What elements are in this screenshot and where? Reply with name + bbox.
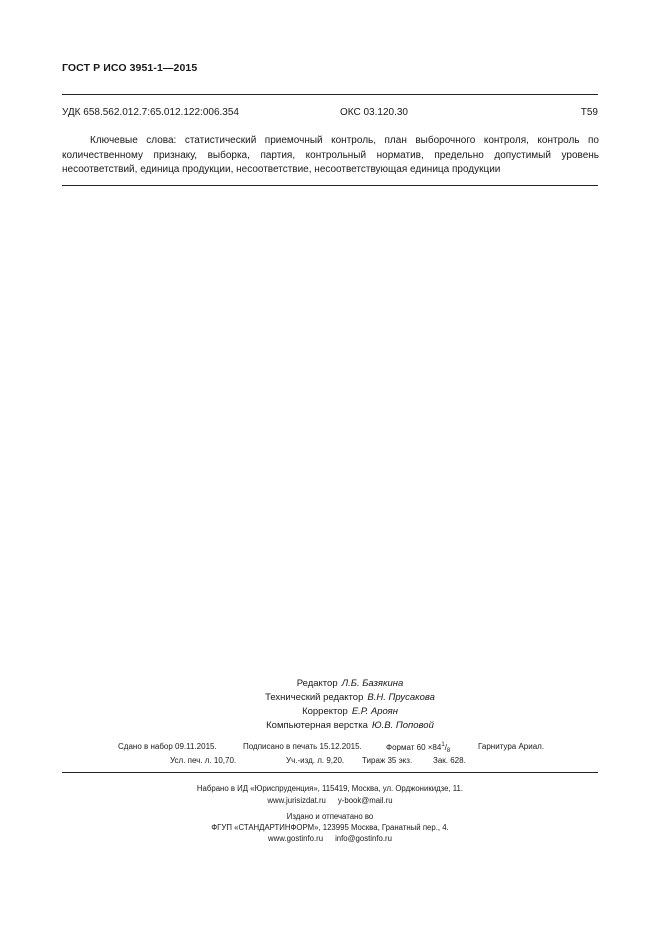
print-info-typeface: Гарнитура Ариал.: [478, 742, 545, 751]
credit-label: Технический редактор: [265, 692, 364, 703]
divider-top: [62, 94, 598, 95]
publisher-line-printer: ФГУП «СТАНДАРТИНФОРМ», 123995 Москва, Гранатный пер., 4.: [211, 823, 449, 832]
printer-email: info@gostinfo.ru: [335, 834, 392, 843]
publisher-line-issued: Издано и отпечатано во: [286, 812, 374, 821]
publisher-contacts-2: [62, 834, 598, 843]
print-info-sheets: Усл. печ. л. 10,70.: [170, 756, 237, 765]
credit-editor: [200, 678, 500, 689]
print-info-signed: Подписано в печать 15.12.2015.: [243, 742, 362, 751]
publisher-website: www.jurisizdat.ru: [267, 796, 326, 805]
credit-name: Л.Б. Базякина: [341, 678, 404, 689]
credit-label: Компьютерная верстка: [266, 720, 368, 731]
group-code: Т59: [580, 107, 598, 118]
print-info-pub-sheets: Уч.-изд. л. 9,20.: [286, 756, 345, 765]
credit-label: Корректор: [302, 706, 348, 717]
print-info-submitted: Сдано в набор 09.11.2015.: [118, 742, 217, 751]
divider-keywords: [62, 185, 598, 186]
publisher-line-typeset: Набрано в ИД «Юриспруденция», 115419, Москва, ул. Орджоникидзе, 11.: [196, 784, 464, 793]
format-prefix: Формат 60 ×84: [386, 743, 442, 752]
format-denominator: 8: [446, 748, 451, 754]
format-numerator: 1: [441, 742, 445, 748]
keywords-paragraph: Ключевые слова: статистический приемочный контроль, план выборочного контроля, контроль по количественному признаку, выборка, партия, контрольный норматив, предельно допустимый уровень несоответствий, единица продукции, несоответствие, несоответствующая единица продукции: [62, 135, 599, 175]
print-info-order: Зак. 628.: [433, 756, 466, 765]
credit-label: Редактор: [296, 678, 338, 689]
credit-name: Ю.В. Поповой: [371, 720, 434, 731]
printer-website: www.gostinfo.ru: [268, 834, 324, 843]
publisher-contacts-1: [62, 796, 598, 805]
divider-bottom: [62, 772, 598, 773]
print-info-run: Тираж 35 экз.: [362, 756, 413, 765]
credit-corrector: [200, 706, 500, 717]
credit-tech-editor: [200, 692, 500, 703]
standard-identifier: ГОСТ Р ИСО 3951-1—2015: [62, 62, 198, 74]
print-info-format: Формат $60 \times 84^1/_8$: [386, 742, 451, 754]
udc-code: УДК 658.562.012.7:65.012.122:006.354: [62, 107, 239, 118]
credit-name: В.Н. Прусакова: [367, 692, 435, 703]
credit-name: Е.Р. Ароян: [351, 706, 398, 717]
oks-code: ОКС 03.120.30: [340, 107, 408, 118]
publisher-email: y-book@mail.ru: [337, 796, 393, 805]
credit-layout: [200, 720, 500, 731]
